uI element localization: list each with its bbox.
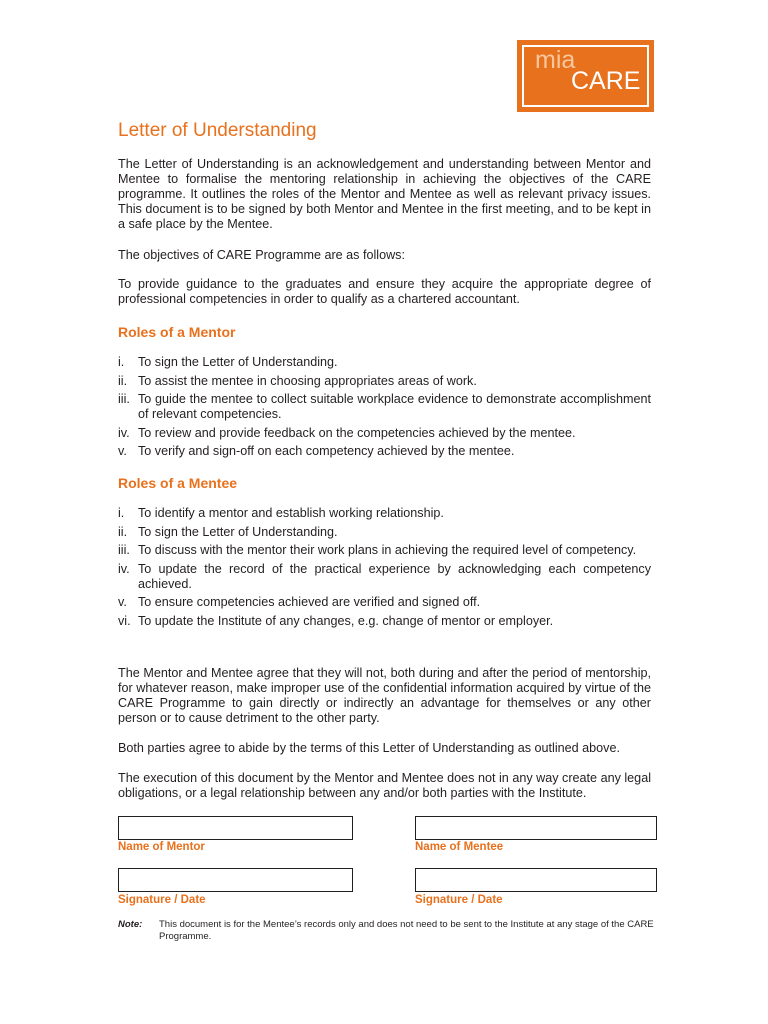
mentor-signature-label: Signature / Date — [118, 894, 206, 906]
mentee-name-field[interactable] — [415, 816, 657, 840]
list-number: iii. — [118, 392, 130, 406]
list-item — [118, 426, 651, 441]
logo-care-text: CARE — [571, 67, 641, 95]
list-number: v. — [118, 595, 127, 609]
list-item — [118, 506, 651, 521]
list-text: To update the record of the practical experience by acknowledging each competency achieved. — [138, 561, 651, 591]
list-number: iv. — [118, 561, 130, 576]
list-text: To ensure competencies achieved are verified and signed off. — [138, 595, 481, 609]
list-item — [118, 614, 651, 629]
note-label: Note: — [118, 919, 143, 930]
agreement-paragraph: Both parties agree to abide by the terms of this Letter of Understanding as outlined above. — [118, 741, 620, 755]
execution-paragraph: The execution of this document by the Mentor and Mentee does not in any way create any legal obligations, or a legal relationship between any and/or both parties with the Institute. — [118, 771, 651, 800]
list-text: To assist the mentee in choosing appropriates areas of work. — [138, 373, 477, 388]
list-text: To discuss with the mentor their work plans in achieving the required level of competency. — [138, 543, 637, 557]
list-item — [118, 444, 651, 459]
list-number: v. — [118, 444, 127, 458]
mentor-name-label: Name of Mentor — [118, 841, 205, 853]
list-item — [118, 562, 651, 592]
intro-paragraph: The Letter of Understanding is an acknowledgement and understanding between Mentor and Mentee to formalise the mentoring relationship in achieving the objectives of the CARE programme. It outlines the roles of the Mentor and Mentee as well as relevant privacy issues. This document is to be signed by both Mentor and Mentee in the first meeting, and to be kept in a safe place by the Mentee. — [118, 157, 651, 231]
note-text: This document is for the Mentee’s records only and does not need to be sent to the Institute at any stage of the CARE Programme. — [159, 919, 654, 942]
objective-paragraph: To provide guidance to the graduates and ensure they acquire the appropriate degree of professional competencies in order to qualify as a chartered accountant. — [118, 277, 651, 306]
logo-mia-text: mia — [535, 46, 576, 74]
list-text: To guide the mentee to collect suitable workplace evidence to demonstrate accomplishment of relevant competencies. — [138, 392, 651, 421]
list-number: iv. — [118, 425, 130, 440]
mentee-signature-field[interactable] — [415, 868, 657, 892]
list-item — [118, 525, 651, 540]
list-number: i. — [118, 355, 125, 369]
list-number: ii. — [118, 524, 128, 539]
list-text: To identify a mentor and establish working relationship. — [138, 506, 444, 520]
mentee-signature-label: Signature / Date — [415, 894, 503, 906]
mentor-name-field[interactable] — [118, 816, 353, 840]
list-item — [118, 355, 651, 370]
mentee-roles-list — [118, 506, 651, 632]
list-item — [118, 374, 651, 389]
mentor-roles-heading: Roles of a Mentor — [118, 324, 236, 340]
mentee-roles-heading: Roles of a Mentee — [118, 475, 238, 491]
page-title: Letter of Understanding — [118, 120, 317, 141]
mentor-roles-list — [118, 355, 651, 463]
mentee-name-label: Name of Mentee — [415, 841, 504, 853]
list-number: i. — [118, 506, 125, 520]
list-text: To update the Institute of any changes, e.g. change of mentor or employer. — [138, 613, 554, 628]
list-number: ii. — [118, 373, 128, 388]
list-text: To verify and sign-off on each competency achieved by the mentee. — [138, 444, 515, 458]
list-item — [118, 392, 651, 422]
list-item — [118, 543, 651, 558]
objectives-intro: The objectives of CARE Programme are as follows: — [118, 248, 405, 262]
list-item — [118, 595, 651, 610]
mia-care-logo — [517, 40, 654, 112]
list-number: iii. — [118, 543, 130, 557]
mentor-signature-field[interactable] — [118, 868, 353, 892]
list-number: vi. — [118, 613, 131, 628]
list-text: To sign the Letter of Understanding. — [138, 524, 338, 539]
list-text: To sign the Letter of Understanding. — [138, 355, 338, 369]
list-text: To review and provide feedback on the competencies achieved by the mentee. — [138, 425, 576, 440]
confidentiality-paragraph: The Mentor and Mentee agree that they will not, both during and after the period of mentorship, for whatever reason, make improper use of the confidential information acquired by virtue of the CARE Programme to gain directly or indirectly an advantage for themselves or any other person or to cause detriment to the other party. — [118, 666, 651, 725]
